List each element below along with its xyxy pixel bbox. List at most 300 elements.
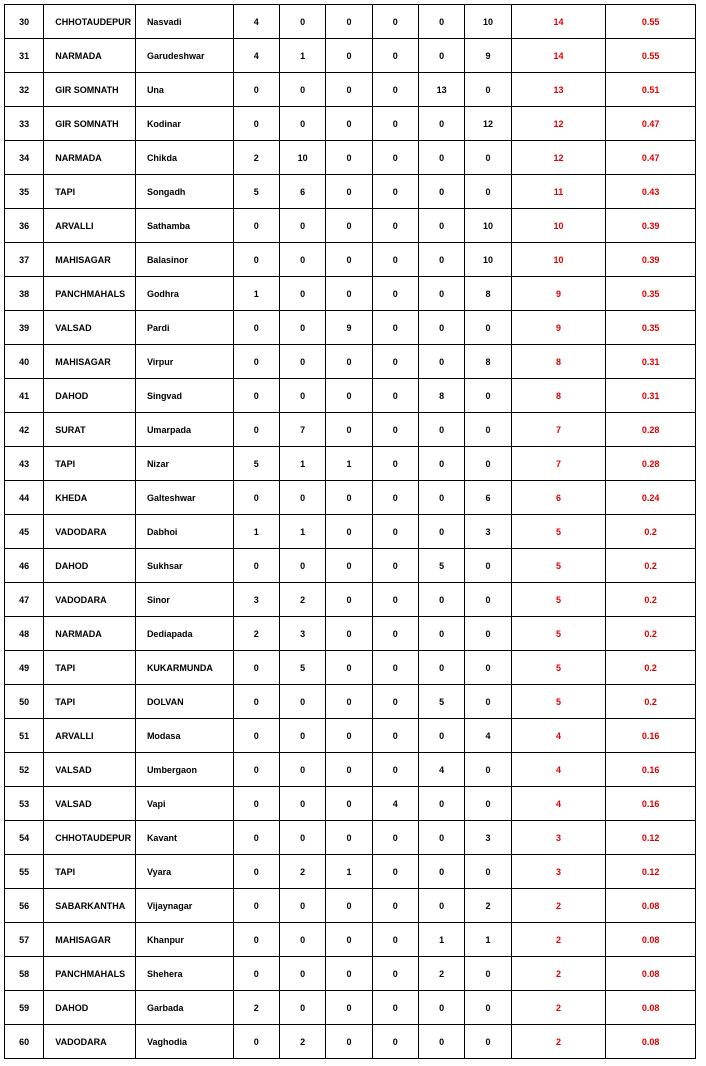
rain-cell: 0: [372, 821, 418, 855]
table-row: [5, 243, 696, 277]
rain-cell: 0: [418, 889, 464, 923]
total-inch-cell: 0.55: [606, 5, 696, 39]
taluka-cell: Kavant: [135, 821, 233, 855]
district-cell: TAPI: [44, 685, 136, 719]
table-row: [5, 175, 696, 209]
rain-cell: 0: [465, 855, 511, 889]
rain-cell: 0: [279, 311, 325, 345]
district-cell: NARMADA: [44, 39, 136, 73]
rain-cell: 0: [233, 787, 279, 821]
rain-cell: 2: [233, 991, 279, 1025]
table-row: [5, 413, 696, 447]
rain-cell: 0: [233, 1025, 279, 1059]
rain-cell: 0: [418, 209, 464, 243]
total-inch-cell: 0.2: [606, 617, 696, 651]
rain-cell: 0: [233, 753, 279, 787]
sr-no-cell: 48: [5, 617, 44, 651]
sr-no-cell: 34: [5, 141, 44, 175]
total-mm-cell: 14: [511, 39, 606, 73]
district-cell: VALSAD: [44, 753, 136, 787]
rain-cell: 0: [326, 277, 372, 311]
sr-no-cell: 36: [5, 209, 44, 243]
district-cell: GIR SOMNATH: [44, 73, 136, 107]
rain-cell: 4: [233, 5, 279, 39]
rain-cell: 0: [418, 787, 464, 821]
taluka-cell: Nasvadi: [135, 5, 233, 39]
sr-no-cell: 30: [5, 5, 44, 39]
table-row: [5, 889, 696, 923]
sr-no-cell: 35: [5, 175, 44, 209]
rain-cell: 0: [326, 685, 372, 719]
rain-cell: 0: [326, 243, 372, 277]
rain-cell: 2: [418, 957, 464, 991]
rain-cell: 0: [372, 39, 418, 73]
rain-cell: 0: [233, 957, 279, 991]
rain-cell: 0: [326, 991, 372, 1025]
rain-cell: 0: [418, 481, 464, 515]
rain-cell: 1: [279, 39, 325, 73]
total-inch-cell: 0.47: [606, 107, 696, 141]
table-row: [5, 311, 696, 345]
rain-cell: 0: [372, 107, 418, 141]
rain-cell: 0: [465, 413, 511, 447]
rain-cell: 1: [233, 277, 279, 311]
rain-cell: 0: [418, 515, 464, 549]
table-row: [5, 821, 696, 855]
total-inch-cell: 0.31: [606, 379, 696, 413]
taluka-cell: Sinor: [135, 583, 233, 617]
taluka-cell: Godhra: [135, 277, 233, 311]
rain-cell: 0: [372, 583, 418, 617]
rain-cell: 0: [372, 855, 418, 889]
rain-cell: 0: [233, 209, 279, 243]
rain-cell: 0: [326, 821, 372, 855]
rain-cell: 0: [372, 209, 418, 243]
rain-cell: 0: [326, 73, 372, 107]
rain-cell: 0: [372, 957, 418, 991]
rain-cell: 3: [465, 515, 511, 549]
rain-cell: 0: [279, 957, 325, 991]
table-row: [5, 855, 696, 889]
rain-cell: 6: [465, 481, 511, 515]
table-row: [5, 107, 696, 141]
rain-cell: 0: [279, 787, 325, 821]
total-inch-cell: 0.08: [606, 889, 696, 923]
taluka-cell: Kodinar: [135, 107, 233, 141]
table-row: [5, 515, 696, 549]
rain-cell: 2: [233, 617, 279, 651]
sr-no-cell: 38: [5, 277, 44, 311]
rain-cell: 1: [279, 447, 325, 481]
total-inch-cell: 0.2: [606, 583, 696, 617]
taluka-cell: Sathamba: [135, 209, 233, 243]
total-inch-cell: 0.16: [606, 719, 696, 753]
total-mm-cell: 4: [511, 787, 606, 821]
rain-cell: 0: [465, 583, 511, 617]
sr-no-cell: 46: [5, 549, 44, 583]
rain-cell: 0: [418, 107, 464, 141]
total-inch-cell: 0.28: [606, 447, 696, 481]
table-row: [5, 753, 696, 787]
taluka-cell: Khanpur: [135, 923, 233, 957]
rain-cell: 13: [418, 73, 464, 107]
table-row: [5, 5, 696, 39]
district-cell: VALSAD: [44, 787, 136, 821]
rain-cell: 10: [465, 209, 511, 243]
rain-cell: 0: [465, 141, 511, 175]
rain-cell: 0: [465, 753, 511, 787]
sr-no-cell: 52: [5, 753, 44, 787]
rain-cell: 2: [233, 141, 279, 175]
taluka-cell: Garudeshwar: [135, 39, 233, 73]
total-mm-cell: 7: [511, 413, 606, 447]
taluka-cell: Vyara: [135, 855, 233, 889]
taluka-cell: Vapi: [135, 787, 233, 821]
rain-cell: 0: [233, 821, 279, 855]
table-row: [5, 583, 696, 617]
rain-cell: 8: [465, 345, 511, 379]
rain-cell: 0: [418, 277, 464, 311]
sr-no-cell: 59: [5, 991, 44, 1025]
rain-cell: 2: [465, 889, 511, 923]
total-mm-cell: 2: [511, 923, 606, 957]
total-mm-cell: 9: [511, 277, 606, 311]
rain-cell: 1: [279, 515, 325, 549]
rain-cell: 0: [372, 549, 418, 583]
total-inch-cell: 0.2: [606, 651, 696, 685]
table-row: [5, 923, 696, 957]
rain-cell: 1: [326, 447, 372, 481]
district-cell: MAHISAGAR: [44, 345, 136, 379]
rain-cell: 0: [372, 651, 418, 685]
total-inch-cell: 0.12: [606, 821, 696, 855]
district-cell: DAHOD: [44, 379, 136, 413]
taluka-cell: Pardi: [135, 311, 233, 345]
table-row: [5, 379, 696, 413]
taluka-cell: Balasinor: [135, 243, 233, 277]
rain-cell: 0: [326, 141, 372, 175]
rain-cell: 0: [233, 719, 279, 753]
total-inch-cell: 0.08: [606, 991, 696, 1025]
total-mm-cell: 6: [511, 481, 606, 515]
total-mm-cell: 5: [511, 549, 606, 583]
taluka-cell: Dediapada: [135, 617, 233, 651]
rain-cell: 4: [418, 753, 464, 787]
rain-cell: 0: [372, 685, 418, 719]
total-inch-cell: 0.47: [606, 141, 696, 175]
rain-cell: 0: [326, 957, 372, 991]
rain-cell: 0: [233, 345, 279, 379]
rain-cell: 0: [465, 379, 511, 413]
district-cell: TAPI: [44, 175, 136, 209]
total-inch-cell: 0.51: [606, 73, 696, 107]
district-cell: GIR SOMNATH: [44, 107, 136, 141]
rain-cell: 0: [418, 447, 464, 481]
rain-cell: 12: [465, 107, 511, 141]
sr-no-cell: 54: [5, 821, 44, 855]
taluka-cell: Songadh: [135, 175, 233, 209]
rain-cell: 0: [326, 617, 372, 651]
rain-cell: 0: [279, 719, 325, 753]
rain-cell: 0: [233, 923, 279, 957]
table-row: [5, 549, 696, 583]
total-mm-cell: 8: [511, 379, 606, 413]
sr-no-cell: 44: [5, 481, 44, 515]
total-mm-cell: 2: [511, 957, 606, 991]
rain-cell: 0: [326, 39, 372, 73]
table-row: [5, 209, 696, 243]
taluka-cell: Una: [135, 73, 233, 107]
rain-cell: 0: [418, 719, 464, 753]
sr-no-cell: 39: [5, 311, 44, 345]
rain-cell: 0: [372, 923, 418, 957]
district-cell: MAHISAGAR: [44, 923, 136, 957]
total-mm-cell: 7: [511, 447, 606, 481]
total-mm-cell: 3: [511, 855, 606, 889]
district-cell: CHHOTAUDEPUR: [44, 5, 136, 39]
district-cell: TAPI: [44, 855, 136, 889]
district-cell: NARMADA: [44, 617, 136, 651]
taluka-cell: Sukhsar: [135, 549, 233, 583]
total-mm-cell: 2: [511, 991, 606, 1025]
total-mm-cell: 3: [511, 821, 606, 855]
rain-cell: 0: [279, 379, 325, 413]
rain-cell: 0: [279, 889, 325, 923]
rain-cell: 0: [233, 413, 279, 447]
rain-cell: 0: [372, 345, 418, 379]
rain-cell: 0: [372, 277, 418, 311]
district-cell: NARMADA: [44, 141, 136, 175]
taluka-cell: Chikda: [135, 141, 233, 175]
rain-cell: 0: [465, 447, 511, 481]
sr-no-cell: 43: [5, 447, 44, 481]
rain-cell: 0: [465, 175, 511, 209]
rain-cell: 0: [418, 39, 464, 73]
rain-cell: 5: [418, 549, 464, 583]
rain-cell: 0: [326, 583, 372, 617]
total-mm-cell: 4: [511, 753, 606, 787]
rain-cell: 0: [279, 73, 325, 107]
table-body: [5, 5, 696, 1059]
rain-cell: 4: [465, 719, 511, 753]
table-row: [5, 481, 696, 515]
rain-cell: 0: [418, 991, 464, 1025]
table-row: [5, 73, 696, 107]
rain-cell: 0: [233, 379, 279, 413]
total-inch-cell: 0.16: [606, 787, 696, 821]
rain-cell: 8: [418, 379, 464, 413]
sr-no-cell: 56: [5, 889, 44, 923]
district-cell: PANCHMAHALS: [44, 277, 136, 311]
sr-no-cell: 40: [5, 345, 44, 379]
total-inch-cell: 0.39: [606, 243, 696, 277]
rain-cell: 0: [233, 549, 279, 583]
rain-cell: 0: [326, 515, 372, 549]
rain-cell: 0: [372, 73, 418, 107]
total-mm-cell: 5: [511, 651, 606, 685]
taluka-cell: Shehera: [135, 957, 233, 991]
taluka-cell: Singvad: [135, 379, 233, 413]
district-cell: SABARKANTHA: [44, 889, 136, 923]
sr-no-cell: 53: [5, 787, 44, 821]
total-mm-cell: 5: [511, 515, 606, 549]
rain-cell: 0: [418, 821, 464, 855]
sr-no-cell: 45: [5, 515, 44, 549]
rain-cell: 0: [465, 1025, 511, 1059]
total-mm-cell: 9: [511, 311, 606, 345]
taluka-cell: Garbada: [135, 991, 233, 1025]
total-inch-cell: 0.08: [606, 1025, 696, 1059]
rain-cell: 0: [372, 447, 418, 481]
total-mm-cell: 4: [511, 719, 606, 753]
table-row: [5, 617, 696, 651]
table-row: [5, 141, 696, 175]
rain-cell: 0: [326, 5, 372, 39]
rain-cell: 1: [418, 923, 464, 957]
table-row: [5, 685, 696, 719]
district-cell: CHHOTAUDEPUR: [44, 821, 136, 855]
total-mm-cell: 12: [511, 141, 606, 175]
sr-no-cell: 60: [5, 1025, 44, 1059]
rain-cell: 2: [279, 583, 325, 617]
total-mm-cell: 5: [511, 583, 606, 617]
total-mm-cell: 11: [511, 175, 606, 209]
rain-cell: 10: [279, 141, 325, 175]
rain-cell: 0: [279, 209, 325, 243]
rain-cell: 9: [465, 39, 511, 73]
rain-cell: 0: [418, 5, 464, 39]
rain-cell: 0: [233, 651, 279, 685]
rain-cell: 5: [279, 651, 325, 685]
rain-cell: 0: [418, 583, 464, 617]
taluka-cell: Umarpada: [135, 413, 233, 447]
rain-cell: 0: [372, 175, 418, 209]
rain-cell: 0: [372, 719, 418, 753]
table-row: [5, 1025, 696, 1059]
rain-cell: 0: [418, 175, 464, 209]
rain-cell: 0: [465, 957, 511, 991]
rain-cell: 4: [233, 39, 279, 73]
total-inch-cell: 0.31: [606, 345, 696, 379]
rain-cell: 0: [372, 753, 418, 787]
rain-cell: 5: [233, 447, 279, 481]
taluka-cell: Nizar: [135, 447, 233, 481]
district-cell: TAPI: [44, 447, 136, 481]
rain-cell: 0: [372, 413, 418, 447]
rain-cell: 0: [465, 73, 511, 107]
sr-no-cell: 41: [5, 379, 44, 413]
rain-cell: 3: [233, 583, 279, 617]
total-inch-cell: 0.08: [606, 923, 696, 957]
district-cell: PANCHMAHALS: [44, 957, 136, 991]
district-cell: DAHOD: [44, 991, 136, 1025]
rain-cell: 0: [326, 889, 372, 923]
sr-no-cell: 49: [5, 651, 44, 685]
rain-cell: 0: [326, 651, 372, 685]
rain-cell: 0: [326, 719, 372, 753]
rain-cell: 0: [372, 515, 418, 549]
rain-cell: 0: [233, 311, 279, 345]
rain-cell: 0: [418, 141, 464, 175]
taluka-cell: Vijaynagar: [135, 889, 233, 923]
total-inch-cell: 0.08: [606, 957, 696, 991]
district-cell: MAHISAGAR: [44, 243, 136, 277]
rain-cell: 0: [326, 481, 372, 515]
rain-cell: 0: [279, 923, 325, 957]
rain-cell: 0: [279, 685, 325, 719]
rain-cell: 10: [465, 243, 511, 277]
rain-cell: 0: [279, 5, 325, 39]
rain-cell: 5: [418, 685, 464, 719]
rain-cell: 0: [326, 175, 372, 209]
rain-cell: 0: [465, 787, 511, 821]
district-cell: ARVALLI: [44, 719, 136, 753]
rain-cell: 0: [326, 379, 372, 413]
taluka-cell: KUKARMUNDA: [135, 651, 233, 685]
rain-cell: 0: [326, 549, 372, 583]
sr-no-cell: 58: [5, 957, 44, 991]
rain-cell: 10: [465, 5, 511, 39]
district-cell: VADODARA: [44, 1025, 136, 1059]
table-row: [5, 719, 696, 753]
rain-cell: 0: [418, 413, 464, 447]
rain-cell: 0: [418, 617, 464, 651]
total-inch-cell: 0.35: [606, 311, 696, 345]
rain-cell: 0: [279, 345, 325, 379]
total-inch-cell: 0.24: [606, 481, 696, 515]
total-mm-cell: 2: [511, 889, 606, 923]
sr-no-cell: 33: [5, 107, 44, 141]
rain-cell: 0: [465, 549, 511, 583]
rain-cell: 0: [326, 209, 372, 243]
district-cell: SURAT: [44, 413, 136, 447]
district-cell: TAPI: [44, 651, 136, 685]
rain-cell: 0: [418, 243, 464, 277]
district-cell: DAHOD: [44, 549, 136, 583]
sr-no-cell: 57: [5, 923, 44, 957]
rain-cell: 0: [326, 345, 372, 379]
rain-cell: 0: [372, 481, 418, 515]
rain-cell: 1: [326, 855, 372, 889]
rain-cell: 0: [279, 277, 325, 311]
table-row: [5, 345, 696, 379]
total-mm-cell: 14: [511, 5, 606, 39]
rain-cell: 0: [372, 617, 418, 651]
rain-cell: 3: [279, 617, 325, 651]
rain-cell: 0: [465, 685, 511, 719]
total-mm-cell: 10: [511, 243, 606, 277]
table-row: [5, 651, 696, 685]
rain-cell: 0: [372, 889, 418, 923]
rain-cell: 0: [279, 107, 325, 141]
table-row: [5, 447, 696, 481]
rain-cell: 0: [372, 991, 418, 1025]
rain-cell: 0: [418, 855, 464, 889]
rain-cell: 0: [372, 311, 418, 345]
rain-cell: 2: [279, 1025, 325, 1059]
sr-no-cell: 31: [5, 39, 44, 73]
rain-cell: 7: [279, 413, 325, 447]
rain-cell: 0: [279, 821, 325, 855]
rain-cell: 3: [465, 821, 511, 855]
rain-cell: 0: [279, 481, 325, 515]
table-row: [5, 277, 696, 311]
total-inch-cell: 0.43: [606, 175, 696, 209]
rain-cell: 0: [326, 923, 372, 957]
total-mm-cell: 12: [511, 107, 606, 141]
rain-cell: 4: [372, 787, 418, 821]
rain-cell: 0: [233, 243, 279, 277]
